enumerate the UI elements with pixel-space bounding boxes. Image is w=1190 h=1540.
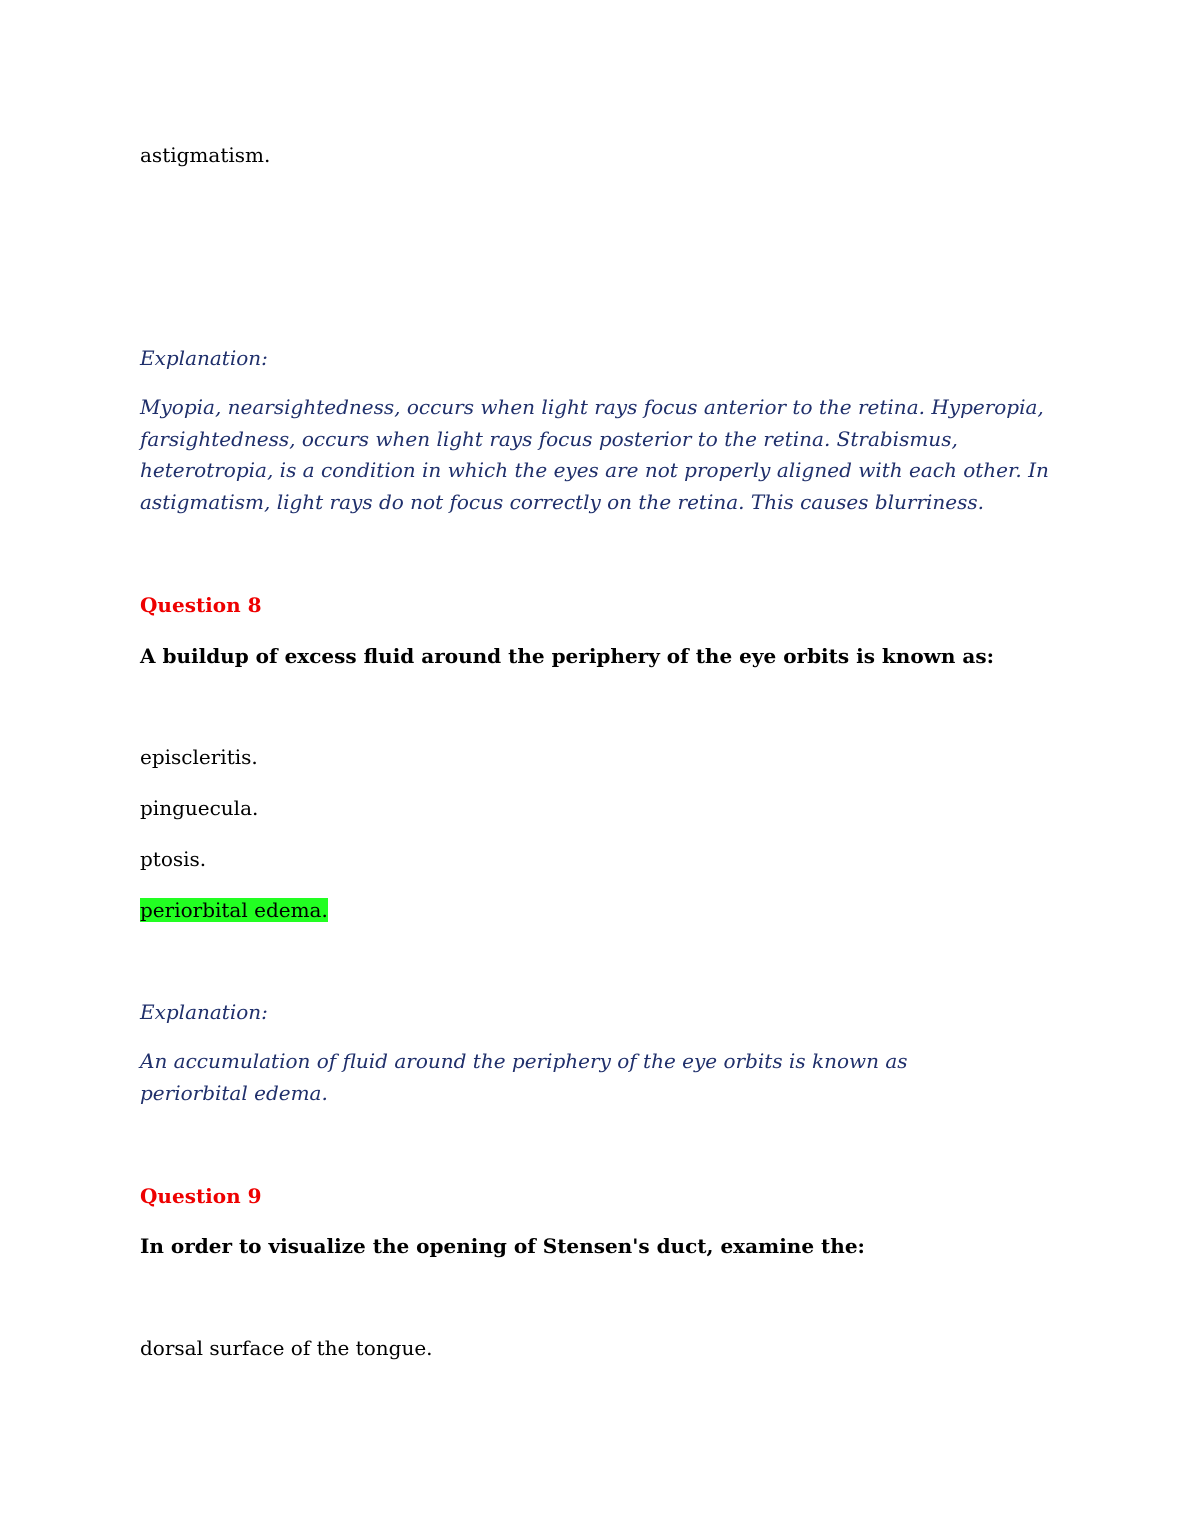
question-9-text: In order to visualize the opening of Stensen's duct, examine the: — [140, 1234, 865, 1258]
q8-explanation-label: Explanation: — [140, 1000, 268, 1024]
correct-answer-highlight: periorbital edema. — [140, 898, 328, 922]
q8-option-4-correct — [140, 897, 328, 923]
explanation-label: Explanation: — [140, 346, 268, 370]
q8-explanation-text: An accumulation of fluid around the periphery of the eye orbits is known as periorbital edema. — [140, 1049, 908, 1105]
question-8-heading: Question 8 — [140, 593, 262, 617]
q8-option-1: episcleritis. — [140, 745, 258, 769]
question-8-text: A buildup of excess fluid around the periphery of the eye orbits is known as: — [140, 644, 994, 668]
q9-option-1: dorsal surface of the tongue. — [140, 1336, 433, 1360]
option-astigmatism: astigmatism. — [140, 143, 271, 167]
explanation-text: Myopia, nearsightedness, occurs when light rays focus anterior to the retina. Hyperopia, farsightedness, occurs when light rays focus posterior to the retina. Strabismus, heterotropia, is a condition in which the eyes are not properly aligned with each other. In astigmatism, light rays do not focus correctly on the retina. This causes blurriness. — [140, 395, 1049, 514]
q8-option-2: pinguecula. — [140, 796, 259, 820]
question-9-heading: Question 9 — [140, 1184, 262, 1208]
q8-option-3: ptosis. — [140, 847, 207, 871]
